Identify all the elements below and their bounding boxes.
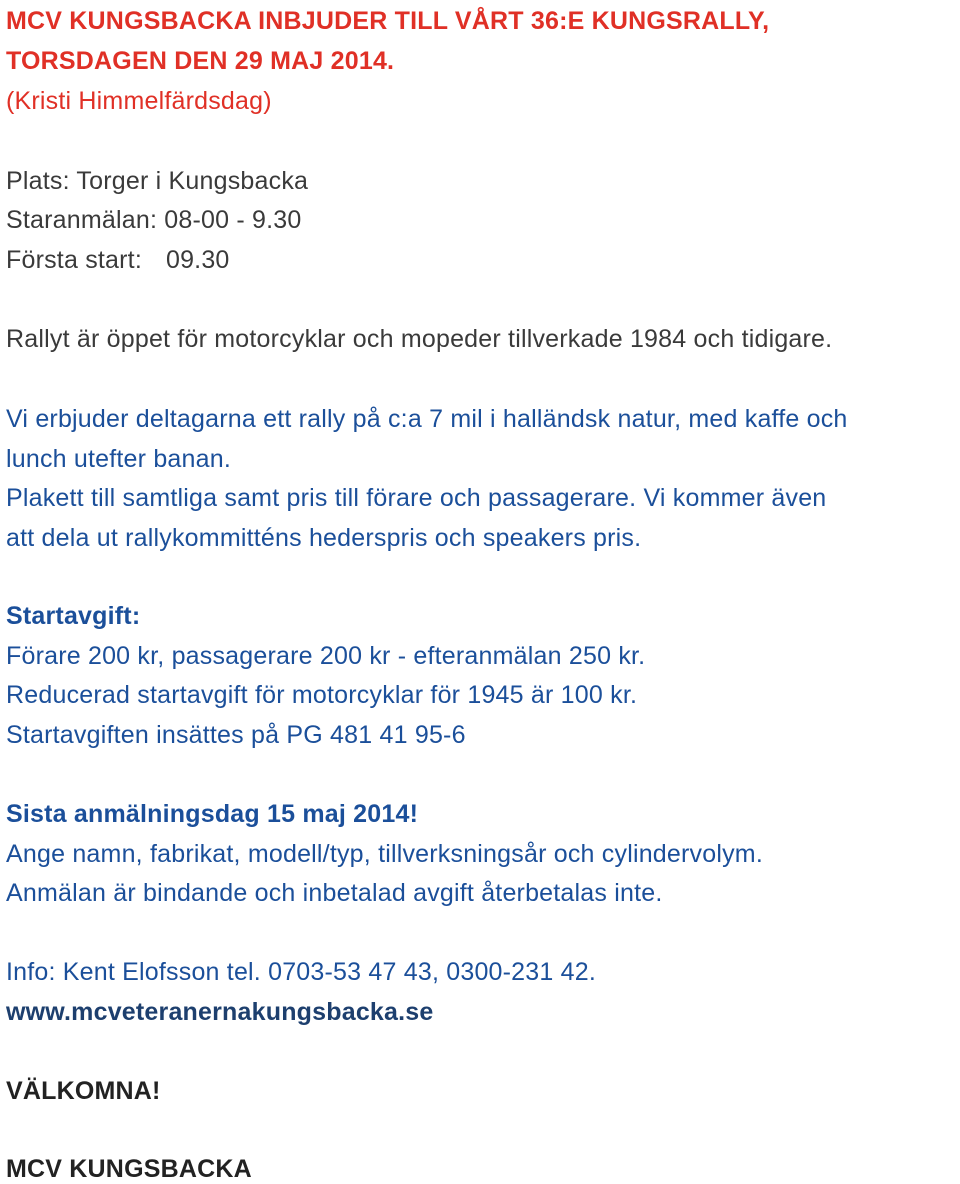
eligibility-text: Rallyt är öppet för motorcyklar och mopeder tillverkade 1984 och tidigare. (6, 325, 833, 353)
first-start-time: 09.30 (165, 246, 230, 274)
heading-line-3: (Kristi Himmelfärdsdag) (6, 87, 272, 115)
place-text: Plats: Torger i Kungsbacka (6, 167, 309, 195)
first-start-text (6, 245, 230, 275)
fees-heading: Startavgift: (6, 602, 141, 630)
heading-line-2: TORSDAGEN DEN 29 MAJ 2014. (6, 47, 395, 75)
fees-line-3: Startavgiften insättes på PG 481 41 95-6 (6, 721, 466, 749)
offer-text-line-1: Vi erbjuder deltagarna ett rally på c:a 7 mil i halländsk natur, med kaffe och (6, 405, 848, 433)
welcome-text: VÄLKOMNA! (6, 1077, 161, 1105)
prizes-text-line-2: att dela ut rallykommitténs hederspris och speakers pris. (6, 524, 642, 552)
binding-text: Anmälan är bindande och inbetalad avgift återbetalas inte. (6, 879, 663, 907)
offer-text-line-2: lunch utefter banan. (6, 445, 231, 473)
website-link-wrap (6, 997, 434, 1027)
signature-text: MCV KUNGSBACKA (6, 1155, 252, 1183)
contact-info-text: Info: Kent Elofsson tel. 0703-53 47 43, 0300-231 42. (6, 958, 596, 986)
fees-line-2: Reducerad startavgift för motorcyklar för 1945 är 100 kr. (6, 681, 638, 709)
prizes-text-line-1: Plakett till samtliga samt pris till förare och passagerare. Vi kommer även (6, 484, 827, 512)
deadline-text: Sista anmälningsdag 15 maj 2014! (6, 800, 419, 828)
fees-line-1: Förare 200 kr, passagerare 200 kr - efteranmälan 250 kr. (6, 642, 646, 670)
instructions-text: Ange namn, fabrikat, modell/typ, tillverksningsår och cylindervolym. (6, 840, 763, 868)
first-start-label: Första start: (6, 246, 142, 274)
registration-text: Staranmälan: 08-00 - 9.30 (6, 206, 302, 234)
heading-line-1: MCV KUNGSBACKA INBJUDER TILL VÅRT 36:E KUNGSRALLY, (6, 7, 770, 35)
website-link[interactable]: www.mcveteranernakungsbacka.se (6, 998, 434, 1026)
